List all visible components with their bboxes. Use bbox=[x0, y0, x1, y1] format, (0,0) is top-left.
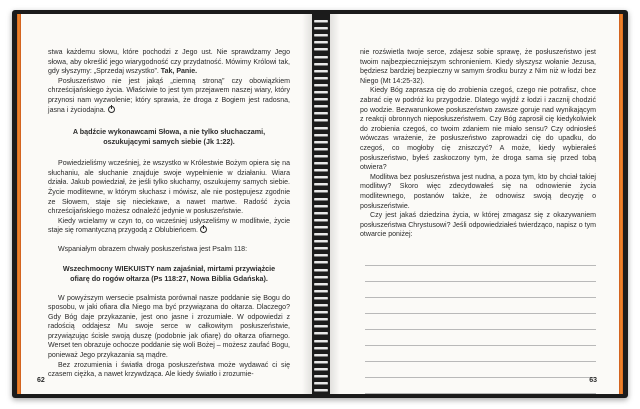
spiral-coil bbox=[314, 70, 328, 72]
spacer bbox=[48, 255, 290, 264]
spiral-coil bbox=[314, 254, 328, 256]
spiral-coil bbox=[314, 190, 328, 192]
spiral-coil bbox=[314, 212, 328, 214]
spiral-coil bbox=[314, 219, 328, 221]
spiral-coil bbox=[314, 20, 328, 22]
spiral-coil bbox=[314, 332, 328, 334]
writing-line[interactable] bbox=[365, 378, 596, 394]
spiral-coil bbox=[314, 162, 328, 164]
spiral-coil bbox=[314, 27, 328, 29]
spacer bbox=[48, 115, 290, 127]
paragraph: Kiedy Bóg zaprasza cię do zrobienia czegoś, czego nie potrafisz, chce zabrać cię w podróż ku przygodzie. Dlatego wyjdź z łodzi i zacznij chodzić po wodzie. Bezwarunkowe posłuszeństwo zawsze goruje nad wynikającym z reakcji obronnych nieposłuszeństwem. Czy Bóg zaprosił cię kiedykolwiek do zrobienia czegoś, co twoim zdaniem nie miało sensu? Czy odniosłeś wówczas wrażenie, że posłuszeństwo zaprowadzi cię do upadku, do czegoś, co mogłoby cię zniszczyć? A może, kiedy wybierałeś posłuszeństwo, byłeś zaskoczony tym, że droga sama się przed tobą otwiera? bbox=[360, 87, 596, 172]
page-number: 63 bbox=[589, 377, 597, 384]
spiral-coil bbox=[314, 347, 328, 349]
spiral-coil bbox=[314, 389, 328, 391]
writing-lines[interactable] bbox=[360, 250, 596, 394]
left-page bbox=[21, 14, 312, 394]
spiral-coil bbox=[314, 325, 328, 327]
spacer bbox=[48, 236, 290, 245]
paragraph-text: stwa każdemu słowu, które pochodzi z Jego ust. Nie sprawdzamy Jego słowa, aby określić jego wiarygodność czy przydatność. Mówimy Królowi tak, gdy słyszymy: „Sprzedaj wszystko”. bbox=[48, 49, 290, 76]
paragraph: W powyższym wersecie psalmista porównał nasze poddanie się Bogu do sposobu, w jaki ofiara dla Niego ma być przywiązana do ołtarza. Dlaczego? Gdy Bóg daje przykazanie, jest ono jasne i zrozumiałe. W odpowiedzi z radością oddajesz Mu swoje serce w całkowitym posłuszeństwie, przywiązując ścisłe swoją duszę (podobnie jak ofiarę) do ołtarza ofiarnego. Werset ten obrazuje ochocze poddanie się woli Bożej – możesz zaufać Bogu, ponieważ Jego przykazania są mądre. bbox=[48, 294, 290, 360]
spiral-coil bbox=[314, 183, 328, 185]
writing-line[interactable] bbox=[365, 266, 596, 282]
paragraph: Bez zrozumienia i światła droga posłuszeństwa może wydawać ci się czasem ciężka, a nawet krzywdząca. Ale kiedy światło i zrozumie- bbox=[48, 361, 290, 379]
spiral-coil bbox=[314, 247, 328, 249]
spiral-coil bbox=[314, 205, 328, 207]
spiral-coil bbox=[314, 84, 328, 86]
spiral-coil bbox=[314, 233, 328, 235]
spiral-coil bbox=[314, 141, 328, 143]
spiral-coil bbox=[314, 105, 328, 107]
power-icon bbox=[108, 106, 115, 113]
page-number: 62 bbox=[37, 377, 45, 384]
spiral-coil bbox=[314, 382, 328, 384]
left-page-text bbox=[48, 48, 290, 380]
spacer bbox=[48, 147, 290, 159]
spiral-coil bbox=[314, 361, 328, 363]
right-page-text bbox=[360, 48, 596, 394]
spiral-coil bbox=[314, 112, 328, 114]
spiral-coil bbox=[314, 98, 328, 100]
spiral-coil bbox=[314, 148, 328, 150]
spiral-coil bbox=[314, 290, 328, 292]
spiral-coil bbox=[314, 134, 328, 136]
spacer bbox=[48, 284, 290, 294]
power-icon bbox=[200, 226, 207, 233]
right-page bbox=[330, 14, 619, 394]
spiral-coil bbox=[314, 77, 328, 79]
spiral-coil bbox=[314, 276, 328, 278]
spiral-coil bbox=[314, 269, 328, 271]
spiral-coil bbox=[314, 198, 328, 200]
paragraph: Modlitwa bez posłuszeństwa jest nudna, a poza tym, kto by chciał takiej modlitwy? Skoro więc zdecydowałeś się na odnowienie życia modlitewnego, postanów także, że odnowisz swoją decyzję o posłuszeństwie. bbox=[360, 173, 596, 210]
writing-line[interactable] bbox=[365, 362, 596, 378]
spiral-coil bbox=[314, 375, 328, 377]
paragraph bbox=[48, 48, 290, 77]
spiral-coil bbox=[314, 176, 328, 178]
spiral-coil bbox=[314, 56, 328, 58]
spiral-coil bbox=[314, 261, 328, 263]
writing-line[interactable] bbox=[365, 346, 596, 362]
scripture-heading: Wszechmocny WIEKUISTY nam zajaśniał, mirtami przywiążcie ofiarę do rogów ołtarza (Ps 118:27, Nowa Biblia Gdańska). bbox=[62, 263, 276, 283]
spiral-coil bbox=[314, 155, 328, 157]
spiral-coil bbox=[314, 304, 328, 306]
paragraph-text: Kiedy wcielamy w czyn to, co wcześniej usłyszeliśmy w modlitwie, życie staje się romantyczną przygodą z Oblubieńcem. bbox=[48, 217, 290, 235]
writing-line[interactable] bbox=[365, 330, 596, 346]
spiral-coil bbox=[314, 226, 328, 228]
spiral-coil bbox=[314, 48, 328, 50]
spiral-coil bbox=[314, 297, 328, 299]
paragraph-text: Posłuszeństwo nie jest jakąś „ciemną stroną” czy obowiązkiem chrześcijańskiego życia. Właściwie to jest tym przejawem naszej wiary, który przynosi nam wyzwolenie; który sprawia, że droga z Bogiem jest radosna, jasna i życiodajna. bbox=[48, 77, 290, 114]
spiral-coil bbox=[314, 41, 328, 43]
spiral-coil bbox=[314, 91, 328, 93]
psalm-intro: Wspaniałym obrazem chwały posłuszeństwa jest Psalm 118: bbox=[58, 245, 248, 253]
writing-line[interactable] bbox=[365, 282, 596, 298]
spiral-coil bbox=[314, 34, 328, 36]
spiral-coil bbox=[314, 127, 328, 129]
book-edge-right bbox=[619, 14, 623, 394]
writing-line[interactable] bbox=[365, 250, 596, 266]
scripture-heading: A bądźcie wykonawcami Słowa, a nie tylko słuchaczami, oszukującymi samych siebie (Jk 1:22). bbox=[72, 127, 266, 147]
paragraph: Powiedzieliśmy wcześniej, że wszystko w Królestwie Bożym opiera się na słuchaniu, ale słuchanie znajduje swoje wypełnienie w działaniu. Wiara działa. Jakub powiedział, że jeśli tylko słuchamy, oszukujemy samych siebie. Życie modlitewne, w którym słuchasz i mówisz, ale nie postępujesz zgodnie ze Słowem, staje się nieciekawe, a nawet martwe. Radość życia chrześcijańskiego możesz odnaleźć jedynie w posłuszeństwie. bbox=[48, 160, 290, 216]
spiral-coil bbox=[314, 283, 328, 285]
spiral-coil bbox=[314, 240, 328, 242]
emphasis-text: Tak, Panie. bbox=[160, 68, 198, 76]
spiral-binding bbox=[312, 14, 330, 394]
paragraph: nie rozświetla twoje serce, zdajesz sobie sprawę, że posłuszeństwo jest twoim najbezpieczniejszym schronieniem. Kiedy słyszysz wołanie Jezusa, będziesz bardziej bezpieczny w samym środku burzy z Nim niż w łodzi bez Niego (Mt 14:25-32). bbox=[360, 49, 596, 85]
paragraph: Czy jest jakaś dziedzina życia, w której zmagasz się z okazywaniem posłuszeństwa Chrystusowi? Jeśli odpowiedziałeś twierdząco, napisz o tym otwarcie poniżej: bbox=[360, 212, 596, 239]
gutter-shadow bbox=[302, 14, 312, 394]
spiral-coil bbox=[314, 318, 328, 320]
spiral-coil bbox=[314, 311, 328, 313]
paragraph bbox=[48, 217, 290, 236]
spiral-coil bbox=[314, 63, 328, 65]
spiral-coil bbox=[314, 368, 328, 370]
writing-line[interactable] bbox=[365, 314, 596, 330]
gutter-shadow bbox=[330, 14, 340, 394]
paragraph bbox=[48, 77, 290, 115]
spiral-coil bbox=[314, 340, 328, 342]
spiral-coil bbox=[314, 354, 328, 356]
writing-line[interactable] bbox=[365, 298, 596, 314]
spiral-coil bbox=[314, 169, 328, 171]
spiral-coil bbox=[314, 119, 328, 121]
